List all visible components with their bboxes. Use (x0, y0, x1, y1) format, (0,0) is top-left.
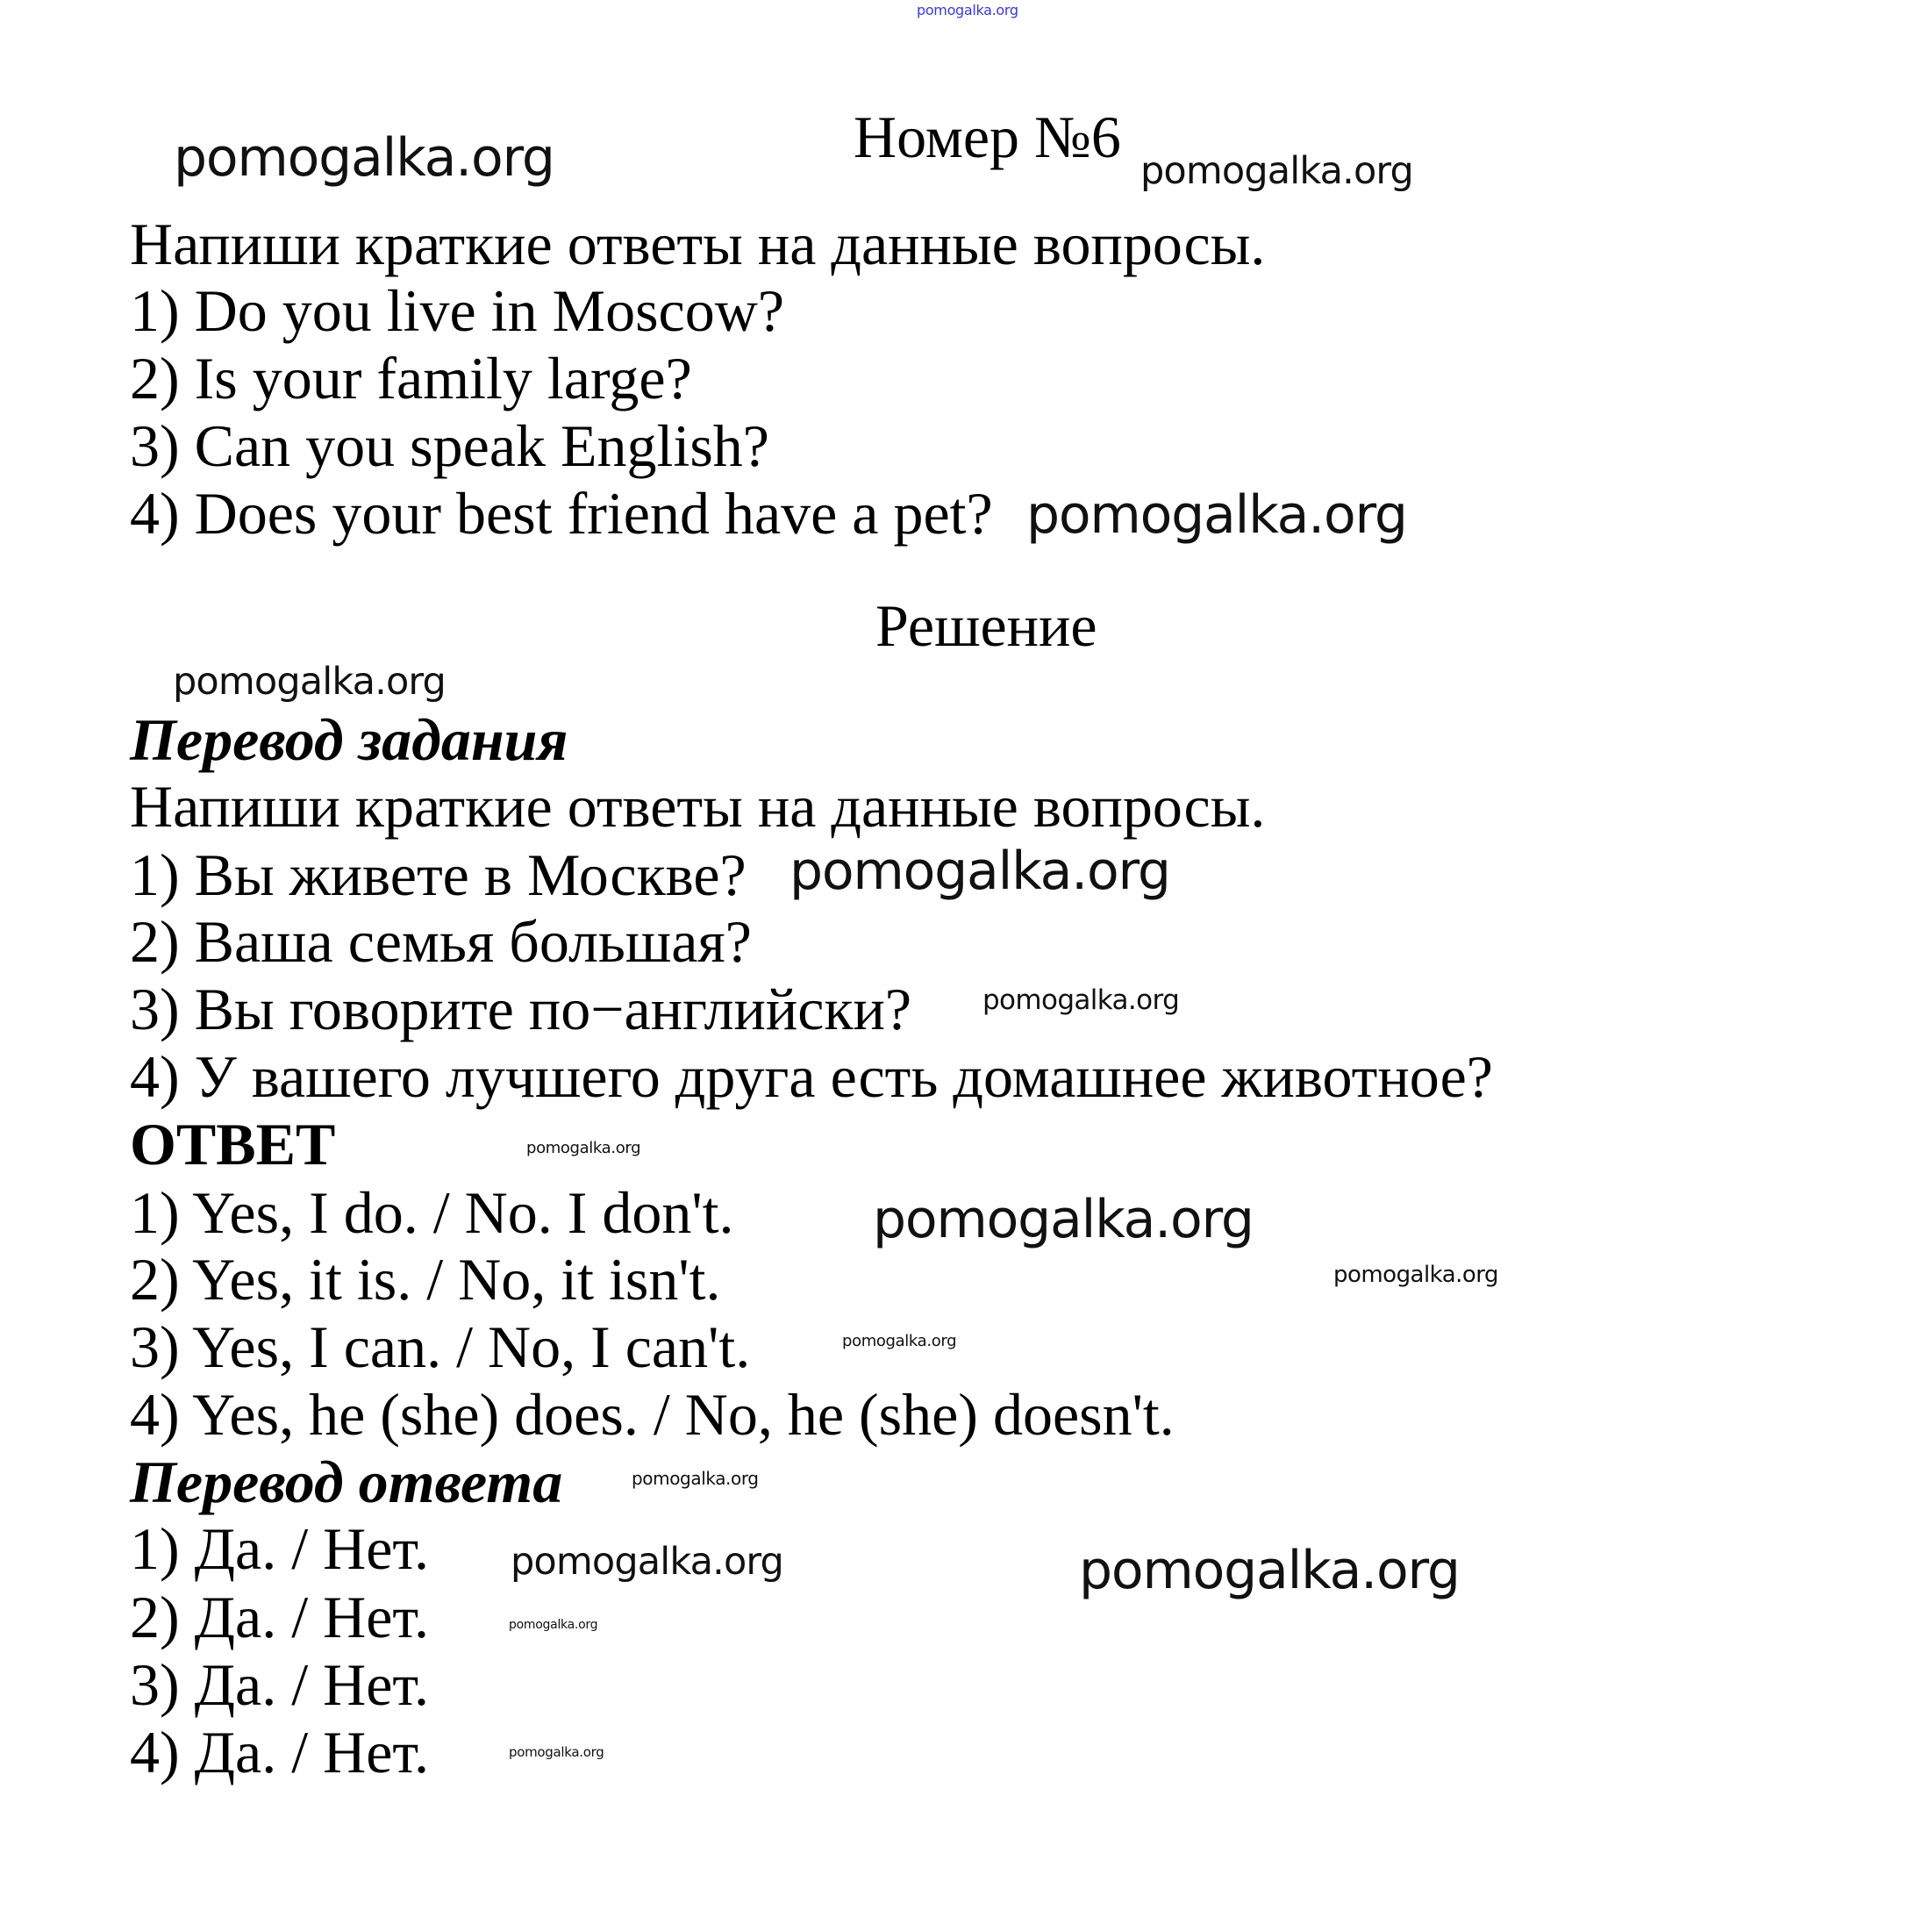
question: 1) Do you live in Moscow? (130, 277, 785, 344)
answer-heading: ОТВЕТ (130, 1111, 336, 1177)
answer-item: 4) Yes, he (she) does. / No, he (she) doesn't. (130, 1381, 1175, 1448)
watermark: pomogalka.org (873, 1189, 1254, 1250)
watermark: pomogalka.org (173, 660, 446, 704)
answer-translation-item: 4) Да. / Нет. (130, 1719, 429, 1785)
answer-item: 3) Yes, I can. / No, I can't. (130, 1313, 751, 1380)
watermark: pomogalka.org (511, 1540, 783, 1584)
watermark: pomogalka.org (526, 1139, 641, 1157)
answer-translation-heading: Перевод ответа (130, 1449, 563, 1515)
watermark: pomogalka.org (509, 1618, 598, 1632)
watermark: pomogalka.org (842, 1332, 957, 1350)
answer-item: 1) Yes, I do. / No. I don't. (130, 1179, 734, 1246)
translated-question: 4) У вашего лучшего друга есть домашнее животное? (130, 1043, 1493, 1110)
answer-translation-item: 3) Да. / Нет. (130, 1651, 429, 1718)
page-title: Номер №6 (854, 104, 1121, 170)
watermark: pomogalka.org (789, 841, 1170, 902)
watermark: pomogalka.org (917, 2, 1018, 18)
question: 2) Is your family large? (130, 345, 692, 411)
watermark: pomogalka.org (1079, 1540, 1460, 1601)
translated-question: 1) Вы живете в Москве? (130, 841, 747, 908)
solution-heading: Решение (875, 592, 1097, 659)
answer-translation-item: 1) Да. / Нет. (130, 1515, 429, 1582)
translated-question: 3) Вы говорите по−английски? (130, 976, 912, 1042)
answer-item: 2) Yes, it is. / No, it isn't. (130, 1246, 721, 1313)
watermark: pomogalka.org (632, 1468, 759, 1489)
translation-heading: Перевод задания (130, 706, 568, 773)
watermark: pomogalka.org (1333, 1262, 1498, 1288)
question: 4) Does your best friend have a pet? (130, 480, 993, 547)
task-instruction: Напиши краткие ответы на данные вопросы. (130, 211, 1266, 277)
translated-question: 2) Ваша семья большая? (130, 908, 752, 975)
watermark: pomogalka.org (982, 984, 1180, 1016)
answer-translation-item: 2) Да. / Нет. (130, 1584, 429, 1650)
watermark: pomogalka.org (509, 1744, 604, 1760)
watermark: pomogalka.org (1140, 149, 1413, 193)
question: 3) Can you speak English? (130, 412, 769, 479)
translation-instruction: Напиши краткие ответы на данные вопросы. (130, 773, 1266, 840)
watermark: pomogalka.org (1026, 484, 1407, 546)
watermark: pomogalka.org (174, 127, 554, 189)
